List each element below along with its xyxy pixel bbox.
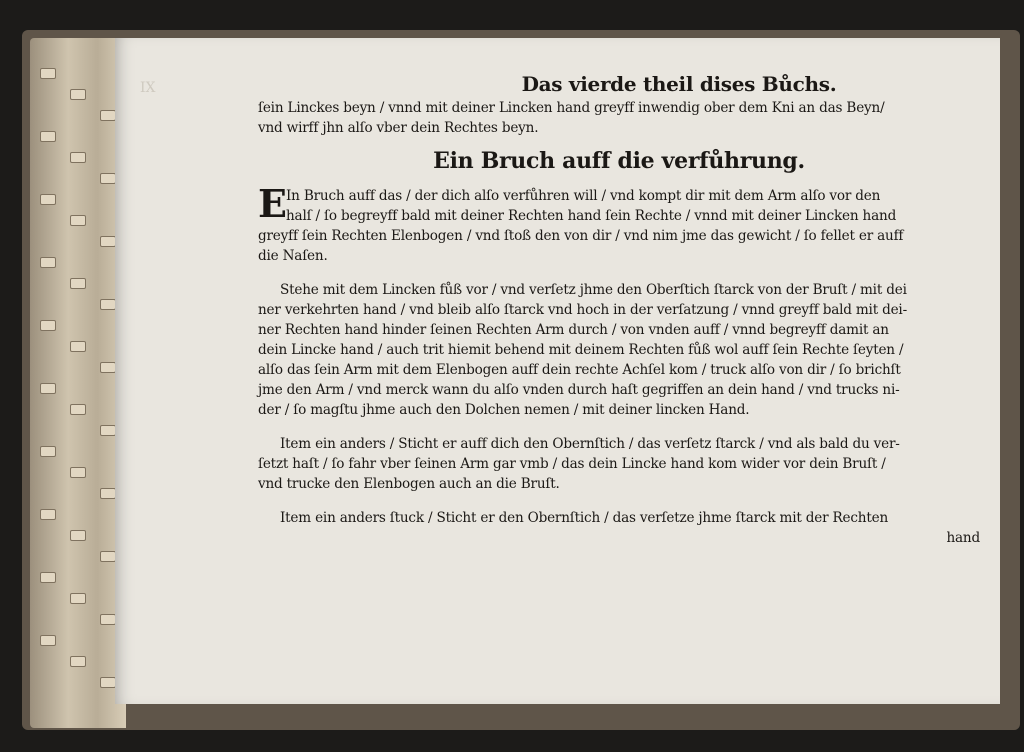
- page-edge-tab: [40, 635, 56, 646]
- text-line: die Naſen.: [258, 248, 328, 264]
- page-edge-tab: [40, 194, 56, 205]
- text-line: vnd trucke den Elenbogen auch an die Bruſt.: [258, 476, 560, 492]
- text-line: Stehe mit dem Lincken fůß vor / vnd verſetz jhme den Oberſtich ſtarck von der Bruſt / mit dei: [280, 282, 907, 298]
- page-edge-tab: [70, 467, 86, 478]
- catchword: hand: [946, 530, 980, 546]
- paragraph-3: [258, 434, 980, 494]
- text-line: halſ / ſo begreyff bald mit deiner Rechten hand ſein Rechte / vnnd mit deiner Lincken hand: [286, 208, 897, 224]
- page-edge-tab: [40, 257, 56, 268]
- page-edge-tab: [70, 152, 86, 163]
- page-edge-tab: [40, 68, 56, 79]
- text-line: ner verkehrten hand / vnd bleib alſo ſtarck vnd hoch in der verſatzung / vnnd greyff bald mit dei-: [258, 302, 907, 318]
- page-edge-tab: [70, 530, 86, 541]
- page-edge-tab: [100, 362, 116, 373]
- page-edge-tab: [40, 446, 56, 457]
- text-line: ner Rechten hand hinder ſeinen Rechten Arm durch / von vnden auff / vnnd begreyff damit an: [258, 322, 889, 338]
- page-text: [258, 72, 980, 562]
- text-line: dein Lincke hand / auch trit hiemit behend mit deinem Rechten fůß wol auff ſein Rechte ſeyten /: [258, 342, 904, 358]
- page-edge-tab: [100, 677, 116, 688]
- text-line: jme den Arm / vnd merck wann du alſo vnden durch haſt gegriffen an dein hand / vnd trucks ni-: [258, 382, 900, 398]
- page-edge-tab: [100, 299, 116, 310]
- section-title: Ein Bruch auff die verfůhrung.: [433, 148, 805, 174]
- page-edge-tab: [40, 131, 56, 142]
- paragraph-2: [258, 280, 980, 420]
- page-edge-tab: [40, 509, 56, 520]
- paragraph-4: [258, 508, 980, 548]
- page-edge-tab: [70, 656, 86, 667]
- paragraph-1: [258, 181, 980, 266]
- page-edge-tab: [70, 404, 86, 415]
- running-header: Das vierde theil dises Bůchs.: [521, 72, 837, 96]
- page-edge-tab: [70, 593, 86, 604]
- text-line: ſein Linckes beyn / vnnd mit deiner Lincken hand greyff inwendig ober dem Kni an das Beyn/: [258, 100, 885, 116]
- text-line: vnd wirff jhn alſo vber dein Rechtes beyn.: [258, 120, 539, 136]
- page-edge-tab: [100, 551, 116, 562]
- text-line: In Bruch auff das / der dich alſo verfůhren will / vnd kompt dir mit dem Arm alſo vor den: [286, 188, 881, 204]
- bleed-through: IX: [140, 80, 156, 96]
- page-edge-tab: [40, 383, 56, 394]
- page-edge-tab: [70, 278, 86, 289]
- text-line: ſetzt haſt / ſo fahr vber ſeinen Arm gar vmb / das dein Lincke hand kom wider vor dein Bruſt /: [258, 456, 886, 472]
- page-edge-tab: [70, 215, 86, 226]
- text-line: der / ſo magſtu jhme auch den Dolchen nemen / mit deiner lincken Hand.: [258, 402, 750, 418]
- page-edge-tab: [100, 614, 116, 625]
- page-edge-tab: [100, 110, 116, 121]
- intro-text: [258, 98, 980, 138]
- page-edge-tab: [100, 488, 116, 499]
- text-line: alſo das ſein Arm mit dem Elenbogen auff dein rechte Achſel kom / truck alſo von dir / ſo brichſt: [258, 362, 901, 378]
- page-edge-tab: [70, 89, 86, 100]
- text-line: greyff ſein Rechten Elenbogen / vnd ſtoß den von dir / vnd nim jme das gewicht / ſo fellet er auff: [258, 228, 904, 244]
- text-line: Item ein anders / Sticht er auff dich den Obernſtich / das verſetz ſtarck / vnd als bald du ver-: [280, 436, 900, 452]
- page-edge-tab: [40, 320, 56, 331]
- page-edge-tab: [100, 425, 116, 436]
- text-line: Item ein anders ſtuck / Sticht er den Obernſtich / das verſetze jhme ſtarck mit der Rechten: [280, 510, 889, 526]
- page-edge-tab: [100, 173, 116, 184]
- page-edge-tab: [40, 572, 56, 583]
- drop-cap: E: [258, 181, 287, 226]
- page-edge-tab: [70, 341, 86, 352]
- page-edges: [30, 38, 126, 728]
- page-edge-tab: [100, 236, 116, 247]
